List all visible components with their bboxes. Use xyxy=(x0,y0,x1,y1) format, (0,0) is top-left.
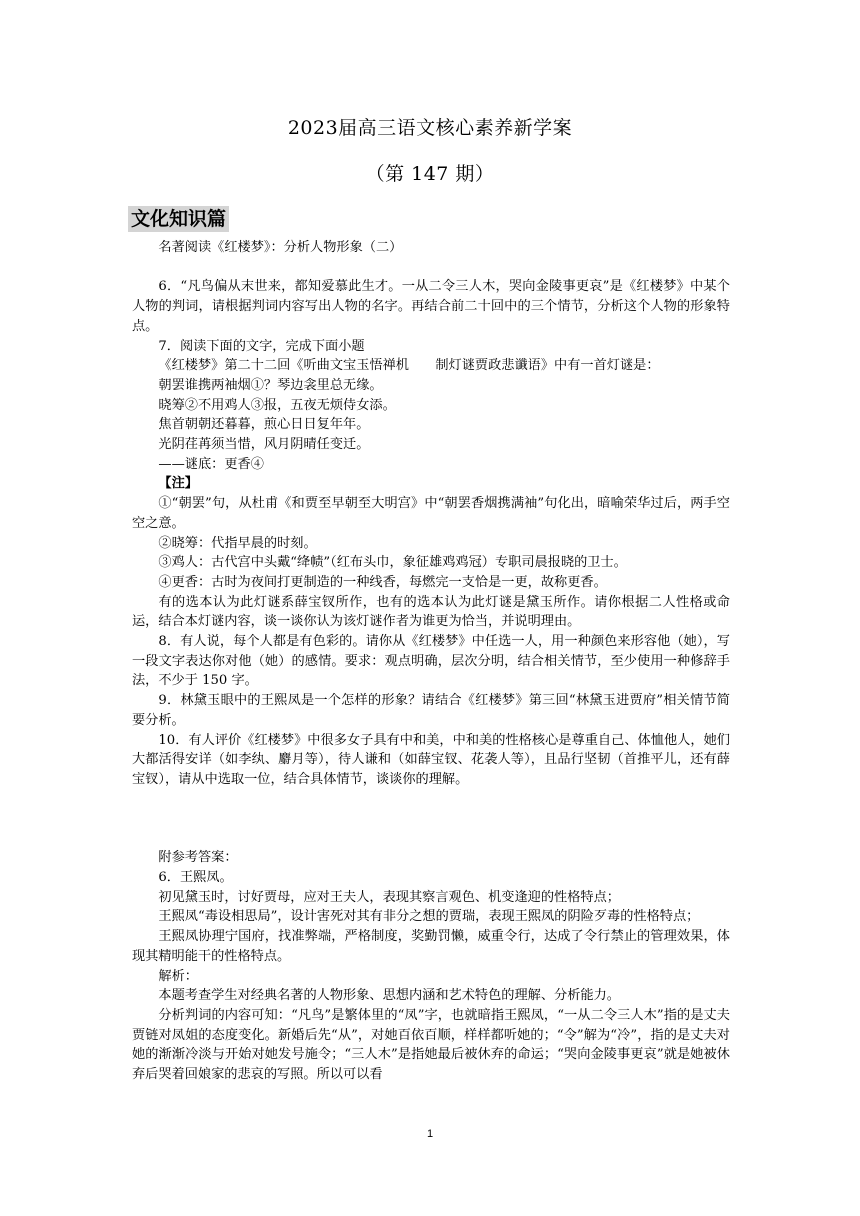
question-7-task: 有的选本认为此灯谜系薛宝钗所作，也有的选本认为此灯谜是黛玉所作。请你根据二人性格或命运，结合本灯谜内容，谈一谈你认为该灯谜作者为谁更为恰当，并说明理由。 xyxy=(132,594,730,630)
page-number: 1 xyxy=(426,1128,434,1140)
analysis-paragraph: 本题考查学生对经典名著的人物形象、思想内涵和艺术特色的理解、分析能力。 xyxy=(158,988,620,1004)
document-body xyxy=(132,238,730,1085)
analysis-label: 解析： xyxy=(158,968,198,984)
riddle-answer: ——谜底：更香④ xyxy=(158,456,264,472)
question-6: 6．“凡鸟偏从末世来，都知爱慕此生才。一从二令三人木，哭向金陵事更哀”是《红楼梦》中某个人物的判词，请根据判词内容写出人物的名字。再结合前二十回中的三个情节，分析这个人物的形象特点。 xyxy=(132,279,730,334)
poem-line: 晓筹②不用鸡人③报，五夜无烦侍女添。 xyxy=(158,397,396,413)
section-heading: 文化知识篇 xyxy=(128,206,229,232)
poem-line: 朝罢谁携两袖烟①？琴边衾里总无缘。 xyxy=(158,377,383,393)
answers-label: 附参考答案： xyxy=(158,850,238,866)
answer-6-head: 6．王熙凤。 xyxy=(158,870,233,886)
question-10: 10．有人评价《红楼梦》中很多女子具有中和美，中和美的性格核心是尊重自己、体恤他人，她们大都活得安详（如李纨、麝月等），待人谦和（如薛宝钗、花袭人等），且品行坚韧（首推平儿，还有薛宝钗），请从中选取一位，结合具体情节，谈谈你的理解。 xyxy=(132,732,730,787)
issue-number: （第 147 期） xyxy=(365,163,495,185)
poem-line: 光阴荏苒须当惜，风月阴晴任变迁。 xyxy=(158,437,370,453)
notes-label: 【注】 xyxy=(158,476,198,492)
note-item: ④更香：古时为夜间打更制造的一种线香，每燃完一支恰是一更，故称更香。 xyxy=(158,574,607,590)
question-7-source: 《红楼梦》第二十二回《听曲文宝玉悟禅机 制灯谜贾政悲谶语》中有一首灯谜是： xyxy=(158,358,660,374)
question-8: 8．有人说，每个人都是有色彩的。请你从《红楼梦》中任选一人，用一种颜色来形容他（她），写一段文字表达你对他（她）的感情。要求：观点明确，层次分明，结合相关情节，至少使用一种修辞手法，不少于 150 字。 xyxy=(132,634,730,689)
note-item: ①“朝罢”句，从杜甫《和贾至早朝至大明宫》中“朝罢香烟携满袖”句化出，暗喻荣华过后，两手空空之意。 xyxy=(132,496,730,531)
question-9: 9．林黛玉眼中的王熙凤是一个怎样的形象？请结合《红楼梦》第三回“林黛玉进贾府”相关情节简要分析。 xyxy=(132,693,730,728)
subtitle: 名著阅读《红楼梦》：分析人物形象（二） xyxy=(158,240,403,255)
question-7-intro: 7．阅读下面的文字，完成下面小题 xyxy=(158,338,365,354)
poem-line: 焦首朝朝还暮暮，煎心日日复年年。 xyxy=(158,417,370,433)
answer-point: 王熙凤“毒设相思局”，设计害死对其有非分之想的贾瑞，表现王熙凤的阴险歹毒的性格特点； xyxy=(158,909,700,925)
answer-point: 王熙凤协理宁国府，找准弊端，严格制度，奖勤罚懒，威重令行，达成了令行禁止的管理效果，体现其精明能干的性格特点。 xyxy=(132,929,730,964)
analysis-paragraph: 分析判词的内容可知：“凡鸟”是繁体里的“凤”字，也就暗指王熙凤，“一从二令三人木”指的是丈夫贾链对凤姐的态度变化。新婚后先“从”，对她百依百顺，样样都听她的；“令”解为“冷”，指的是丈夫对她的渐渐冷淡与开始对她发号施令；“三人木”是指她最后被休弃的命运；“哭向金陵事更哀”就是她被休弃后哭着回娘家的悲哀的写照。所以可以看 xyxy=(132,1007,730,1083)
document-title: 2023届高三语文核心素养新学案 xyxy=(287,117,573,139)
note-item: ③鸡人：古代宫中头戴“绛帻”（红布头巾，象征雄鸡鸡冠）专职司晨报晓的卫士。 xyxy=(158,555,627,571)
answer-point: 初见黛玉时，讨好贾母，应对王夫人，表现其察言观色、机变逢迎的性格特点； xyxy=(158,889,620,905)
note-item: ②晓筹：代指早晨的时刻。 xyxy=(158,535,317,551)
